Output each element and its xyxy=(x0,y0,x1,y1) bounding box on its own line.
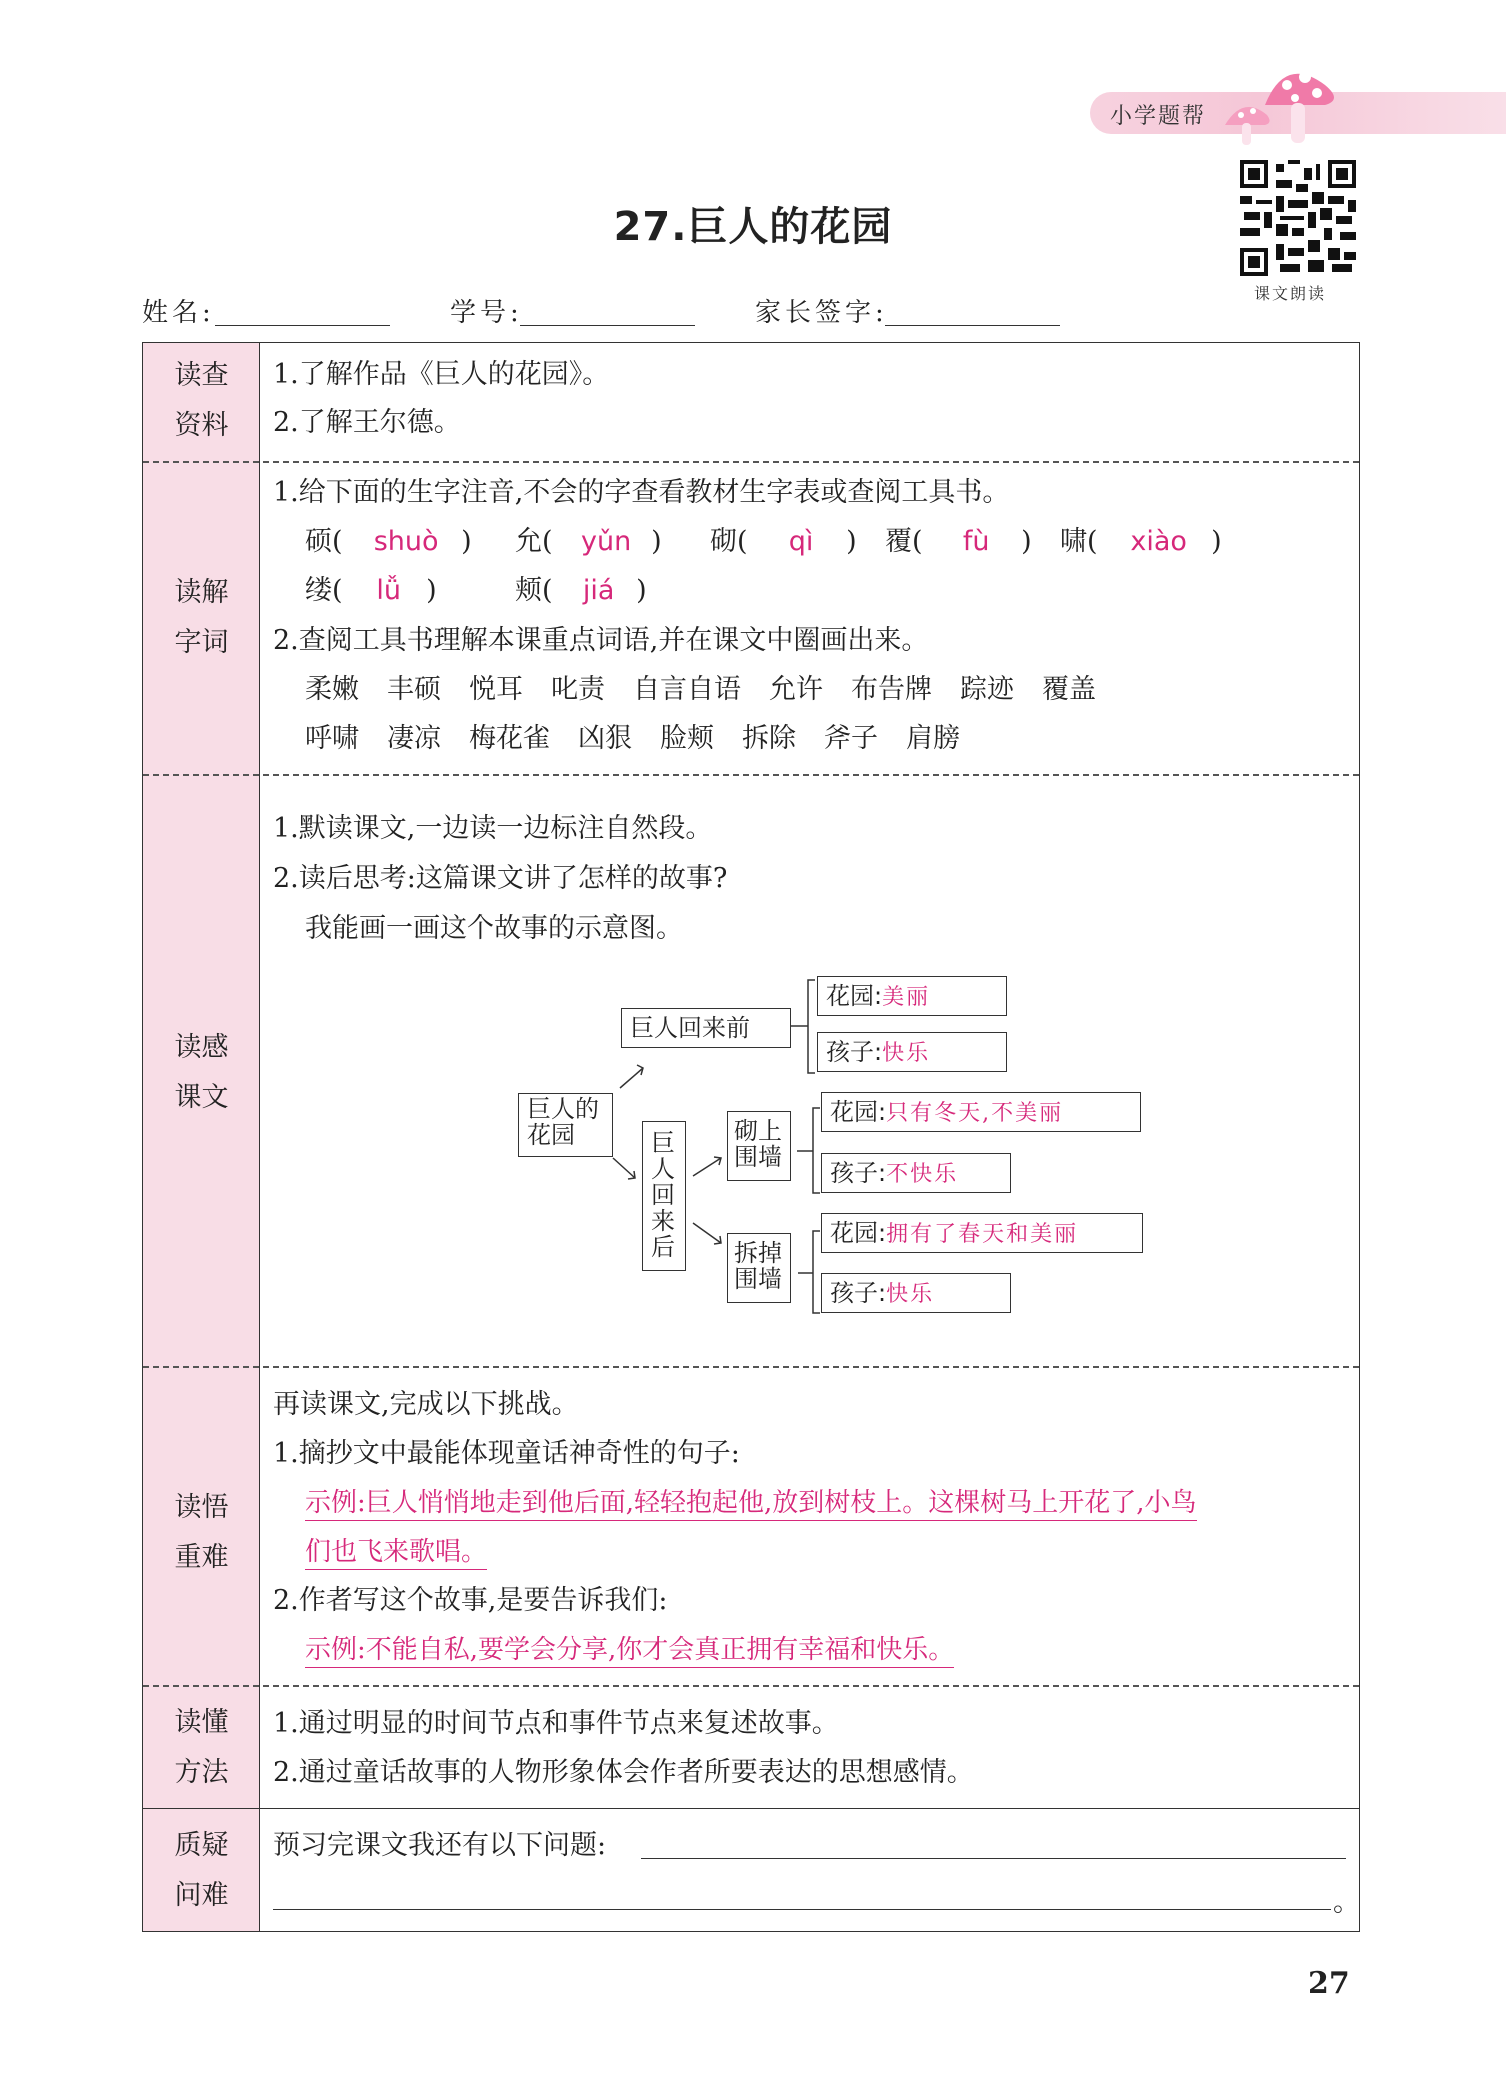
diagram-before-garden: 花园:美丽 xyxy=(817,976,1007,1016)
mushroom-icon xyxy=(1225,55,1345,150)
vocabulary-word: 柔嫩 xyxy=(305,674,359,705)
brand-name: 小学题帮 xyxy=(1110,104,1207,129)
diagram-wall-up-kids: 孩子:不快乐 xyxy=(821,1153,1011,1193)
char-pinyin-item: 覆( fù ) xyxy=(885,526,1032,557)
section-label-vocabulary: 读解 字词 xyxy=(174,577,229,658)
question-text: 1.给下面的生字注音,不会的字查看教材生字表或查阅工具书。 xyxy=(273,477,1010,508)
vocabulary-word: 梅花雀 xyxy=(469,723,550,754)
list-item: 2.读后思考:这篇课文讲了怎样的故事? xyxy=(273,863,728,894)
list-item: 2.通过童话故事的人物形象体会作者所要表达的思想感情。 xyxy=(273,1757,974,1788)
instruction-text: 再读课文,完成以下挑战。 xyxy=(273,1389,579,1420)
qr-caption: 课文朗读 xyxy=(1254,284,1327,303)
vocabulary-word: 拆除 xyxy=(742,723,796,754)
vocabulary-word: 脸颊 xyxy=(660,723,714,754)
list-item: 2.了解王尔德。 xyxy=(273,407,461,438)
char-pinyin-item: 允( yǔn ) xyxy=(515,526,662,557)
vocabulary-word: 布告牌 xyxy=(851,674,932,705)
student-id-field[interactable] xyxy=(520,325,695,326)
diagram-wall-down-garden: 花园:拥有了春天和美丽 xyxy=(821,1213,1143,1253)
diagram-root-node: 巨人的花园 xyxy=(518,1093,613,1157)
name-field[interactable] xyxy=(215,325,390,326)
page-title: 27.巨人的花园 xyxy=(613,204,893,250)
vocabulary-word: 悦耳 xyxy=(469,674,523,705)
vocabulary-word: 丰硕 xyxy=(387,674,441,705)
section-label-key-points: 读悟 重难 xyxy=(174,1492,229,1573)
end-mark: 。 xyxy=(1333,1887,1360,1918)
preview-worksheet-table xyxy=(142,342,1360,1932)
section-label-questions: 质疑 问难 xyxy=(174,1830,229,1911)
diagram-wall-down-node: 拆掉围墙 xyxy=(727,1233,791,1303)
section-label-text-reading: 读感 课文 xyxy=(174,1032,229,1113)
section-label-reading-materials: 读查 资料 xyxy=(174,360,229,441)
vocabulary-word: 呼啸 xyxy=(305,723,359,754)
parent-signature-field[interactable] xyxy=(885,325,1060,326)
diagram-before-node: 巨人回来前 xyxy=(621,1008,791,1048)
char-pinyin-item: 缕( lǚ ) xyxy=(305,575,437,606)
list-item: 我能画一画这个故事的示意图。 xyxy=(305,913,683,944)
vocabulary-word: 凄凉 xyxy=(387,723,441,754)
char-pinyin-item: 硕( shuò ) xyxy=(305,526,472,557)
list-item: 1.默读课文,一边读一边标注自然段。 xyxy=(273,813,713,844)
diagram-wall-up-node: 砌上围墙 xyxy=(727,1111,791,1181)
question-prompt: 预习完课文我还有以下问题: xyxy=(273,1830,607,1861)
question-text: 1.摘抄文中最能体现童话神奇性的句子: xyxy=(273,1438,740,1469)
vocabulary-word: 叱责 xyxy=(551,674,605,705)
name-label: 姓名: xyxy=(142,298,215,328)
diagram-before-kids: 孩子:快乐 xyxy=(817,1032,1007,1072)
question-answer-line[interactable] xyxy=(641,1858,1346,1859)
vocabulary-word: 肩膀 xyxy=(906,723,960,754)
vocabulary-word: 自言自语 xyxy=(633,674,741,705)
diagram-after-node: 巨人回来后 xyxy=(642,1121,686,1271)
vocabulary-word: 踪迹 xyxy=(960,674,1014,705)
answer-text: 示例:巨人悄悄地走到他后面,轻轻抱起他,放到树枝上。这棵树马上开花了,小鸟 xyxy=(305,1485,1197,1521)
diagram-wall-up-garden: 花园:只有冬天,不美丽 xyxy=(821,1092,1141,1132)
list-item: 1.通过明显的时间节点和事件节点来复述故事。 xyxy=(273,1708,839,1739)
vocabulary-word: 覆盖 xyxy=(1042,674,1096,705)
char-pinyin-item: 颊( jiá ) xyxy=(515,575,647,606)
parent-signature-label: 家长签字: xyxy=(755,298,888,328)
question-answer-line[interactable] xyxy=(273,1909,1331,1910)
page-number: 27 xyxy=(1308,1966,1350,2001)
char-pinyin-item: 啸( xiào ) xyxy=(1060,526,1222,557)
vocabulary-word: 允许 xyxy=(769,674,823,705)
answer-text: 们也飞来歌唱。 xyxy=(305,1534,487,1570)
question-text: 2.作者写这个故事,是要告诉我们: xyxy=(273,1585,668,1616)
student-id-label: 学号: xyxy=(450,298,523,328)
vocabulary-word: 凶狠 xyxy=(578,723,632,754)
answer-text: 示例:不能自私,要学会分享,你才会真正拥有幸福和快乐。 xyxy=(305,1632,954,1668)
vocabulary-word: 斧子 xyxy=(824,723,878,754)
section-label-methods: 读懂 方法 xyxy=(174,1707,229,1788)
list-item: 1.了解作品《巨人的花园》。 xyxy=(273,359,610,390)
question-text: 2.查阅工具书理解本课重点词语,并在课文中圈画出来。 xyxy=(273,625,929,656)
char-pinyin-item: 砌( qì ) xyxy=(710,526,857,557)
diagram-wall-down-kids: 孩子:快乐 xyxy=(821,1273,1011,1313)
